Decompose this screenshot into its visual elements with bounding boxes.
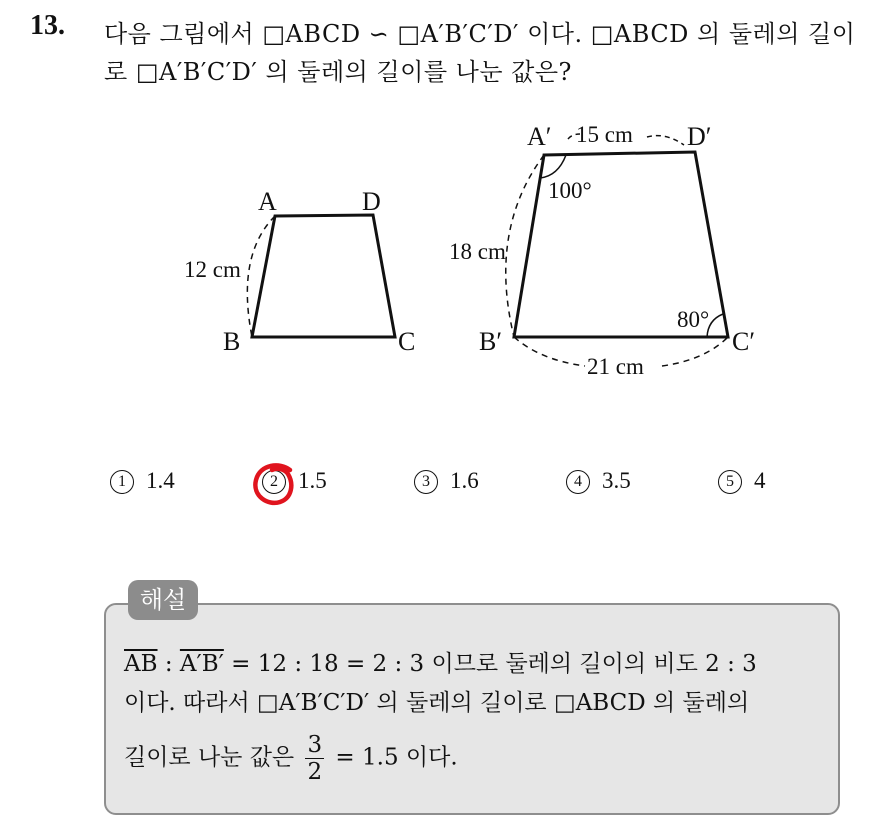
choice-2-number: 2 xyxy=(262,470,286,494)
large-quadrilateral xyxy=(449,122,755,379)
similar-quadrilaterals-figure xyxy=(0,100,884,400)
choice-4[interactable] xyxy=(566,468,631,494)
answer-mark-circle xyxy=(250,460,300,510)
explanation-line-3-post: = 1.5 이다. xyxy=(335,744,458,771)
choice-2-value: 1.5 xyxy=(298,468,327,493)
explanation-line-2: 이다. 따라서 □A′B′C′D′ 의 둘레의 길이로 □ABCD 의 둘레의 xyxy=(124,690,750,716)
fraction-numerator: 3 xyxy=(307,732,323,758)
explanation-line-3 xyxy=(124,732,458,785)
choice-4-number: 4 xyxy=(566,470,590,494)
explanation-line-1-text: = 12 : 18 = 2 : 3 이므로 둘레의 길이의 비도 2 : 3 xyxy=(223,651,757,677)
question-number: 13. xyxy=(30,10,65,41)
label-A: A xyxy=(258,187,277,216)
fraction xyxy=(305,732,324,785)
choice-3[interactable] xyxy=(414,468,479,494)
large-side-ad-length: 15 cm xyxy=(576,122,633,147)
question-text-line-2: 로 □A′B′C′D′ 의 둘레의 길이를 나눈 값은? xyxy=(104,58,572,86)
large-side-ab-length: 18 cm xyxy=(449,239,506,264)
segment-apbp: A′B′ xyxy=(179,651,224,677)
label-B: B xyxy=(223,327,241,356)
label-D-prime: D′ xyxy=(687,122,712,151)
choice-4-value: 3.5 xyxy=(602,468,631,493)
answer-choices xyxy=(0,468,884,508)
explanation-line-3-pre: 길이로 나눈 값은 xyxy=(124,744,295,771)
choice-5-number: 5 xyxy=(718,470,742,494)
segment-ab: $\overline{AB}$ xyxy=(124,651,158,677)
small-side-ab-length: 12 cm xyxy=(184,257,241,282)
large-side-bc-length: 21 cm xyxy=(587,354,644,379)
label-A-prime: A′ xyxy=(527,122,552,151)
choice-3-value: 1.6 xyxy=(450,468,479,493)
angle-a-prime-value: 100° xyxy=(548,178,592,203)
explanation-line-1: $\overline{AB}$ : A′B′ = 12 : 18 = 2 : 3 이므로 둘레의 길이의 비도 2 : 3 xyxy=(124,651,757,677)
fraction-denominator: 2 xyxy=(307,759,323,785)
angle-c-prime-value: 80° xyxy=(677,307,710,332)
choice-5-value: 4 xyxy=(754,468,766,493)
label-D: D xyxy=(362,187,381,216)
choice-5[interactable] xyxy=(718,468,766,494)
label-C-prime: C′ xyxy=(732,327,756,356)
choice-1-number: 1 xyxy=(110,470,134,494)
label-C: C xyxy=(398,327,416,356)
choice-1-value: 1.4 xyxy=(146,468,175,493)
explanation-tag: 해설 xyxy=(128,580,198,620)
small-quadrilateral xyxy=(184,187,415,356)
label-B-prime: B′ xyxy=(479,327,503,356)
choice-3-number: 3 xyxy=(414,470,438,494)
question-text-line-1: 다음 그림에서 □ABCD ∽ □A′B′C′D′ 이다. □ABCD 의 둘레의 길이 xyxy=(104,20,856,48)
choice-1[interactable] xyxy=(110,468,175,494)
